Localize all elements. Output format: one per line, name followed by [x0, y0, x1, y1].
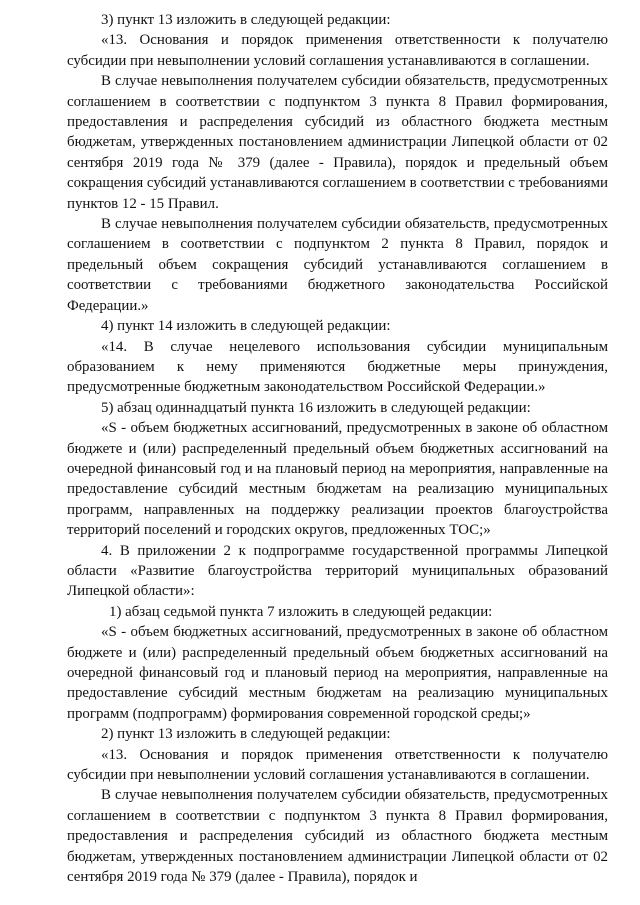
paragraph-list-item-1: 1) абзац седьмой пункта 7 изложить в следующей редакции: — [109, 603, 493, 620]
paragraph-nonfulfillment-2: В случае невыполнения получателем субсидии обязательств, предусмотренных соглашением в соответствии с подпунктом 2 пункта 8 Правил, порядок и предельный объем сокращения субсидий устанавливаются соглашением в соответствии с требованиями бюджетного законодательства Российской Федерации.» — [67, 216, 608, 314]
paragraph-item-5: 5) абзац одиннадцатый пункта 16 изложить в следующей редакции: — [101, 399, 531, 416]
quoted-definition-s-1: «S - объем бюджетных ассигнований, предусмотренных в законе об областном бюджете и (или) распределенный предельный объем бюджетных ассигнований на очередной финансовый год и на плановый период на мероприятия, направленные на предоставление субсидий местным бюджетам на реализацию муниципальных программ, направленных на поддержку реализации проектов благоустройства территорий поселений и городских округов, предложенных ТОС;» — [67, 420, 608, 539]
quoted-definition-s-2: «S - объем бюджетных ассигнований, предусмотренных в законе об областном бюджете и (или) распределенный предельный объем бюджетных ассигнований на очередной финансовый год и плановый период на мероприятия, направленные на предоставление субсидий местным бюджетам на реализацию муниципальных программ (подпрограмм) формирования современной городской среды;» — [67, 624, 608, 722]
quoted-clause-13: «13. Основания и порядок применения ответственности к получателю субсидии при невыполнении условий соглашения устанавливаются в соглашении. — [67, 32, 608, 69]
document-page — [67, 10, 608, 887]
paragraph-nonfulfillment-3: В случае невыполнения получателем субсидии обязательств, предусмотренных соглашением в соответствии с подпунктом 3 пункта 8 Правил формирования, предоставления и распределения субсидий из областного бюджета местным бюджетам, утвержденных постановлением администрации Липецкой области от 02 сентября 2019 года № 379 (далее - Правила), порядок и — [67, 787, 608, 886]
paragraph-nonfulfillment-1: В случае невыполнения получателем субсидии обязательств, предусмотренных соглашением в соответствии с подпунктом 3 пункта 8 Правил формирования, предоставления и распределения субсидий из областного бюджета местным бюджетам, утвержденных постановлением администрации Липецкой области от 02 сентября 2019 года № 379 (далее - Правила), порядок и предельный объем сокращения субсидий устанавливаются соглашением в соответствии с требованиями пунктов 12 - 15 Правил. — [67, 73, 608, 212]
paragraph-list-item-2: 2) пункт 13 изложить в следующей редакции: — [101, 726, 391, 743]
paragraph-item-4: 4) пункт 14 изложить в следующей редакции: — [101, 318, 391, 335]
quoted-clause-13-repeat: «13. Основания и порядок применения ответственности к получателю субсидии при невыполнении условий соглашения устанавливаются в соглашении. — [67, 746, 608, 784]
paragraph-section-4: 4. В приложении 2 к подпрограмме государственной программы Липецкой области «Развитие благоустройства территорий муниципальных образований Липецкой области»: — [67, 542, 608, 600]
quoted-clause-14: «14. В случае нецелевого использования субсидии муниципальным образованием к нему применяются бюджетные меры принуждения, предусмотренные бюджетным законодательством Российской Федерации.» — [67, 338, 608, 396]
paragraph-item-3: 3) пункт 13 изложить в следующей редакции: — [101, 12, 391, 28]
